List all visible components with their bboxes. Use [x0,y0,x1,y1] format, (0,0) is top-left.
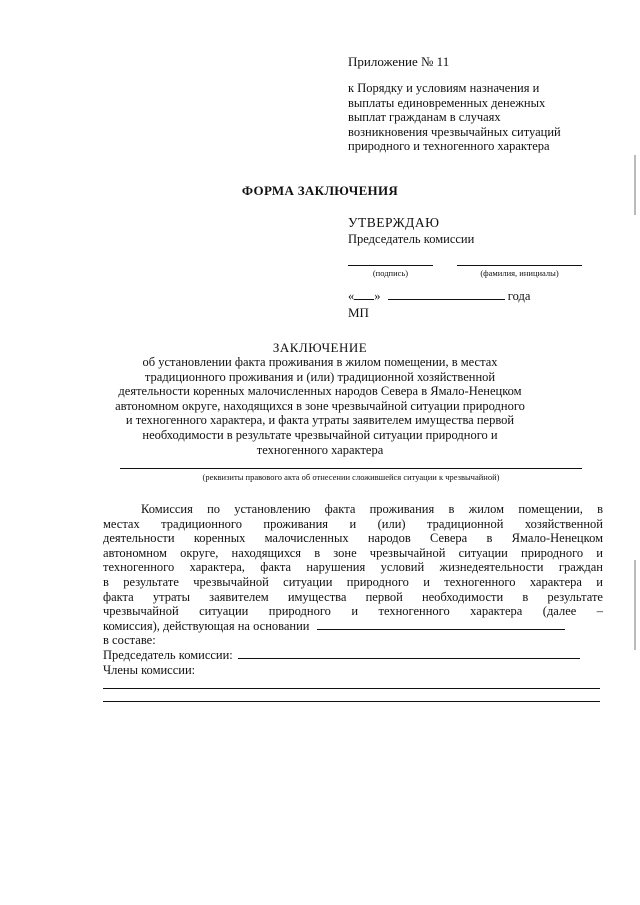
members-field[interactable] [103,688,600,689]
date-quote-close: » [374,289,381,303]
commission-paragraph [103,502,603,677]
appendix-title: Приложение № 11 [348,54,450,69]
paragraph-line: техногенного характера, факта нарушения условий жизнедеятельности граждан [103,560,603,575]
members-label: Члены комиссии: [103,662,196,677]
name-line[interactable] [457,265,582,266]
paragraph-line: факта утраты заявителем имущества первой необходимости в результате [103,589,603,604]
appendix-line: выплат гражданам в случаях [348,110,501,125]
requisites-caption: (реквизиты правового акта об отнесении сложившейся ситуации к чрезвычайной) [202,472,500,482]
appendix-line: выплаты единовременных денежных [348,95,546,110]
appendix-line: природного и техногенного характера [348,139,550,154]
appendix-line: к Порядку и условиям назначения и [348,81,540,95]
chairman-line [103,648,603,663]
conclusion-line: автономном округе, находящихся в зоне чрезвычайной ситуации природного [115,398,525,413]
month-field[interactable] [388,289,505,300]
conclusion-line: техногенного характера [256,442,384,457]
appendix-line: возникновения чрезвычайных ситуаций [348,124,561,139]
paragraph-line: в результате чрезвычайной ситуации природного и техногенного характера и [103,574,603,589]
conclusion-title: ЗАКЛЮЧЕНИЕ [272,340,368,355]
chairman-label: Председатель комиссии: [103,647,233,662]
paragraph-line: автономном округе, находящихся в зоне чрезвычайной ситуации природного и [103,545,603,560]
conclusion-line: деятельности коренных малочисленных народов Севера в Ямало-Ненецком [118,384,522,399]
conclusion-line: об установлении факта проживания в жилом помещении, в местах [142,355,498,369]
conclusion-line: традиционного проживания и (или) традиционной хозяйственной [144,369,496,384]
conclusion-line: необходимости в результате чрезвычайной ситуации природного и [142,427,498,442]
chairman-field[interactable] [238,648,580,659]
paragraph-line: чрезвычайной ситуации природного и техногенного характера (далее – [103,604,603,619]
form-title: ФОРМА ЗАКЛЮЧЕНИЯ [241,183,399,198]
basis-line [103,619,603,634]
paragraph-line: деятельности коренных малочисленных народов Севера в Ямало-Ненецком [103,531,603,546]
basis-field[interactable] [317,619,565,630]
stamp-place: МП [348,305,369,320]
requisites-line[interactable] [120,468,582,469]
signature-line[interactable] [348,265,433,266]
day-field[interactable] [354,289,374,300]
composition-label: в составе: [103,633,156,648]
name-caption: (фамилия, инициалы) [480,268,559,278]
paragraph-line: Комиссия по установлению факта проживания в жилом помещении, в [141,502,603,516]
date-quote-open: « [348,289,355,303]
approval-date [348,289,530,304]
scan-margin-mark [634,560,636,650]
signature-caption: (подпись) [372,268,409,278]
members-field[interactable] [103,701,600,702]
appendix-reference [348,81,608,154]
paragraph-line: местах традиционного проживания и (или) традиционной хозяйственной [103,516,603,531]
basis-label: комиссия), действующая на основании [103,618,310,633]
conclusion-subject [90,355,550,457]
year-word: года [507,289,531,303]
approve-heading: УТВЕРЖДАЮ [348,215,440,230]
chairman-title: Председатель комиссии [348,232,475,246]
scan-margin-mark [634,155,636,215]
conclusion-line: и техногенного характера, и факта утраты заявителем имущества первой [125,413,515,428]
